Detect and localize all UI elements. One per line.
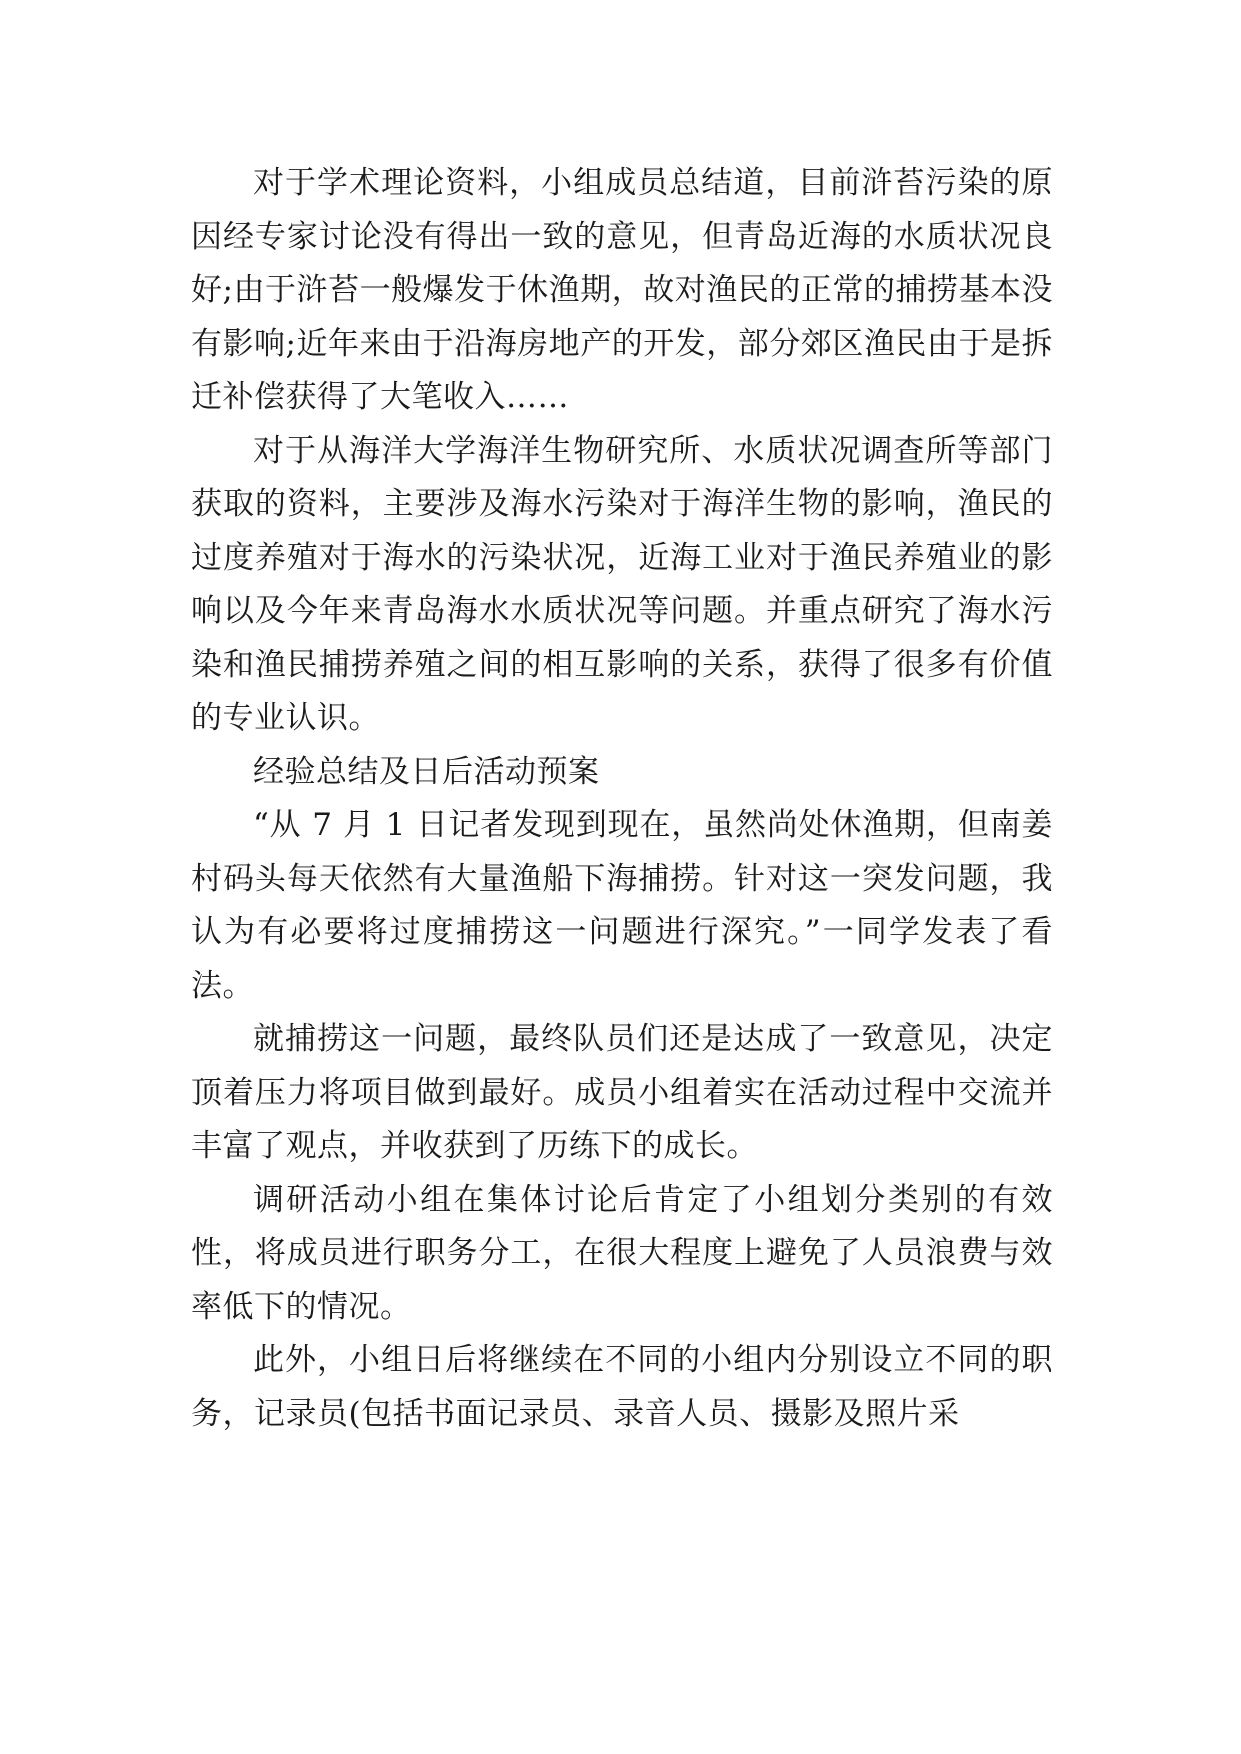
section-heading: 经验总结及日后活动预案 <box>253 753 600 790</box>
document-body <box>191 157 1053 1441</box>
paragraph-future-plans: 此外，小组日后将继续在不同的小组内分别设立不同的职务，记录员(包括书面记录员、录音人员、摄影及照片采 <box>191 1342 1053 1432</box>
paragraph-consensus: 就捕捞这一问题，最终队员们还是达成了一致意见，决定顶着压力将项目做到最好。成员小组着实在活动过程中交流并丰富了观点，并收获到了历练下的成长。 <box>191 1021 1053 1164</box>
paragraph-academic-materials: 对于学术理论资料，小组成员总结道，目前浒苔污染的原因经专家讨论没有得出一致的意见，但青岛近海的水质状况良好;由于浒苔一般爆发于休渔期，故对渔民的正常的捕捞基本没有影响;近年来由于沿海房地产的开发，部分郊区渔民由于是拆迁补偿获得了大笔收入…… <box>191 165 1053 415</box>
paragraph-student-quote: “从 7 月 1 日记者发现到现在，虽然尚处休渔期，但南姜村码头每天依然有大量渔船下海捕捞。针对这一突发问题，我认为有必要将过度捕捞这一问题进行深究。”一同学发表了看法。 <box>191 807 1053 1004</box>
paragraph-division-of-labor: 调研活动小组在集体讨论后肯定了小组划分类别的有效性，将成员进行职务分工，在很大程度上避免了人员浪费与效率低下的情况。 <box>191 1181 1053 1325</box>
paragraph-institute-materials: 对于从海洋大学海洋生物研究所、水质状况调查所等部门获取的资料，主要涉及海水污染对于海洋生物的影响，渔民的过度养殖对于海水的污染状况，近海工业对于渔民养殖业的影响以及今年来青岛海水水质状况等问题。并重点研究了海水污染和渔民捕捞养殖之间的相互影响的关系，获得了很多有价值的专业认识。 <box>191 432 1053 736</box>
